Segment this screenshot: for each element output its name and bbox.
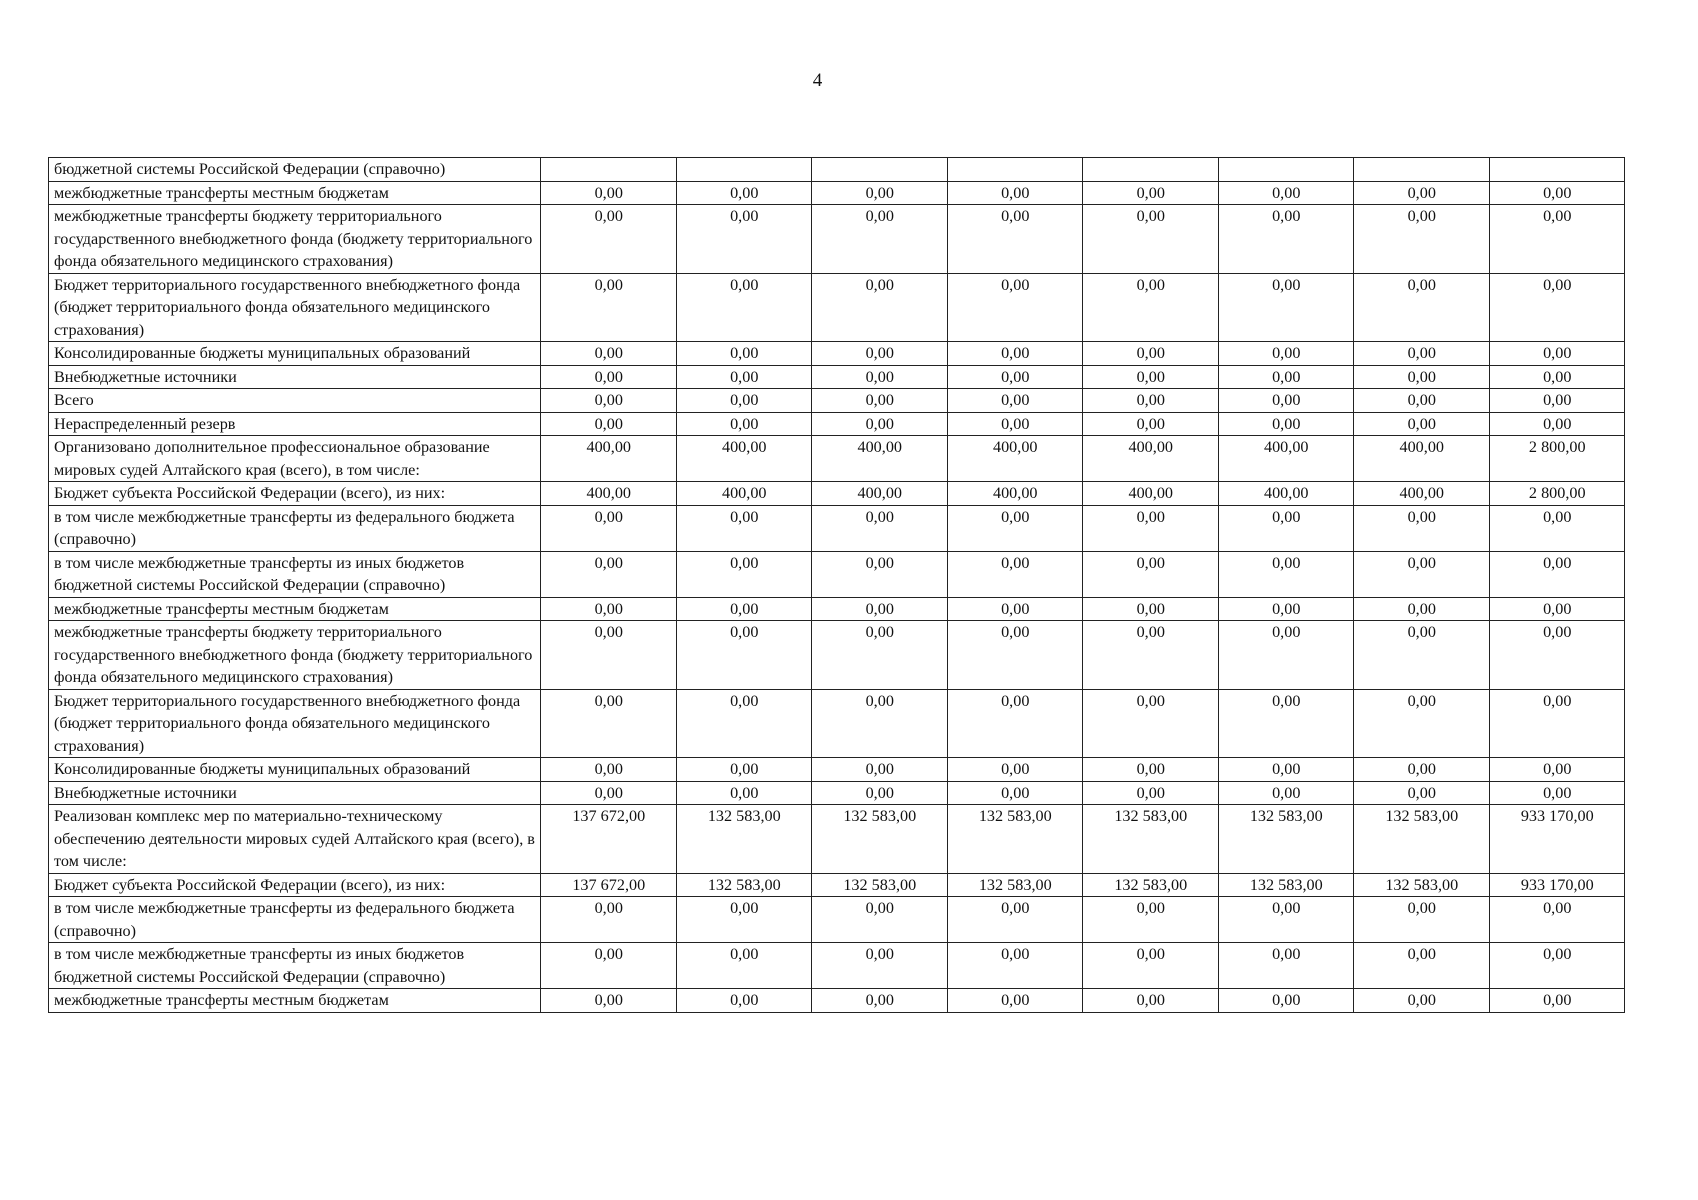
row-label: межбюджетные трансферты местным бюджетам <box>49 181 541 205</box>
table-row <box>49 943 1625 989</box>
value-cell: 132 583,00 <box>1218 805 1354 874</box>
value-cell: 0,00 <box>1354 205 1490 274</box>
value-cell: 0,00 <box>1083 342 1219 366</box>
value-cell: 400,00 <box>1218 436 1354 482</box>
value-cell: 0,00 <box>1218 505 1354 551</box>
row-label: Нераспределенный резерв <box>49 412 541 436</box>
value-cell: 0,00 <box>541 781 677 805</box>
row-label: Бюджет субъекта Российской Федерации (всего), из них: <box>49 482 541 506</box>
value-cell: 0,00 <box>1218 181 1354 205</box>
value-cell: 0,00 <box>1083 273 1219 342</box>
value-cell: 0,00 <box>1218 365 1354 389</box>
value-cell: 132 583,00 <box>676 873 812 897</box>
value-cell: 0,00 <box>812 505 948 551</box>
value-cell: 0,00 <box>1218 551 1354 597</box>
value-cell: 0,00 <box>1354 181 1490 205</box>
table-row <box>49 873 1625 897</box>
table-row <box>49 412 1625 436</box>
value-cell: 0,00 <box>676 943 812 989</box>
value-cell: 0,00 <box>676 689 812 758</box>
row-label: Консолидированные бюджеты муниципальных образований <box>49 342 541 366</box>
value-cell: 0,00 <box>676 365 812 389</box>
value-cell: 0,00 <box>1083 365 1219 389</box>
row-label: межбюджетные трансферты бюджету территориального государственного внебюджетного фонда (бюджету территориального фонда обязательного медицинского страхования) <box>49 621 541 690</box>
value-cell: 0,00 <box>1083 781 1219 805</box>
value-cell: 0,00 <box>676 505 812 551</box>
value-cell: 0,00 <box>541 943 677 989</box>
table-row <box>49 781 1625 805</box>
value-cell: 0,00 <box>812 551 948 597</box>
value-cell: 0,00 <box>947 205 1083 274</box>
value-cell: 0,00 <box>1489 689 1625 758</box>
value-cell: 0,00 <box>812 943 948 989</box>
value-cell: 0,00 <box>1489 389 1625 413</box>
value-cell: 0,00 <box>947 897 1083 943</box>
value-cell: 0,00 <box>1218 781 1354 805</box>
value-cell: 0,00 <box>947 758 1083 782</box>
value-cell: 400,00 <box>676 436 812 482</box>
page-number: 4 <box>812 70 823 91</box>
value-cell: 933 170,00 <box>1489 805 1625 874</box>
value-cell: 400,00 <box>541 436 677 482</box>
value-cell: 0,00 <box>1083 597 1219 621</box>
value-cell: 0,00 <box>947 342 1083 366</box>
value-cell <box>1354 158 1490 182</box>
value-cell: 0,00 <box>541 365 677 389</box>
value-cell: 0,00 <box>541 205 677 274</box>
value-cell: 0,00 <box>1218 621 1354 690</box>
value-cell: 0,00 <box>1354 597 1490 621</box>
value-cell: 0,00 <box>947 621 1083 690</box>
value-cell: 0,00 <box>1489 989 1625 1013</box>
value-cell: 0,00 <box>1218 989 1354 1013</box>
value-cell: 0,00 <box>676 181 812 205</box>
table-row <box>49 205 1625 274</box>
value-cell: 0,00 <box>1489 781 1625 805</box>
table-row <box>49 389 1625 413</box>
value-cell: 0,00 <box>812 897 948 943</box>
value-cell: 0,00 <box>1354 781 1490 805</box>
table-body <box>49 158 1625 1013</box>
value-cell: 0,00 <box>1083 205 1219 274</box>
value-cell: 0,00 <box>947 389 1083 413</box>
value-cell: 0,00 <box>676 551 812 597</box>
value-cell: 0,00 <box>1354 365 1490 389</box>
value-cell: 0,00 <box>812 342 948 366</box>
value-cell: 400,00 <box>812 436 948 482</box>
value-cell: 0,00 <box>676 597 812 621</box>
value-cell: 0,00 <box>1354 551 1490 597</box>
value-cell: 0,00 <box>1354 689 1490 758</box>
value-cell: 0,00 <box>1083 897 1219 943</box>
value-cell: 0,00 <box>1489 365 1625 389</box>
value-cell: 0,00 <box>1083 621 1219 690</box>
value-cell: 0,00 <box>947 412 1083 436</box>
value-cell: 0,00 <box>1218 758 1354 782</box>
value-cell: 0,00 <box>812 689 948 758</box>
value-cell: 0,00 <box>1354 989 1490 1013</box>
table-row <box>49 805 1625 874</box>
table-row <box>49 273 1625 342</box>
value-cell: 0,00 <box>1218 689 1354 758</box>
row-label: межбюджетные трансферты бюджету территориального государственного внебюджетного фонда (бюджету территориального фонда обязательного медицинского страхования) <box>49 205 541 274</box>
value-cell: 0,00 <box>1083 505 1219 551</box>
value-cell: 0,00 <box>1083 989 1219 1013</box>
value-cell: 132 583,00 <box>812 805 948 874</box>
value-cell: 0,00 <box>1489 205 1625 274</box>
value-cell: 0,00 <box>541 273 677 342</box>
row-label: бюджетной системы Российской Федерации (справочно) <box>49 158 541 182</box>
value-cell: 0,00 <box>1354 273 1490 342</box>
value-cell: 2 800,00 <box>1489 436 1625 482</box>
value-cell: 132 583,00 <box>1083 873 1219 897</box>
row-label: Всего <box>49 389 541 413</box>
value-cell: 0,00 <box>1218 389 1354 413</box>
value-cell: 0,00 <box>676 342 812 366</box>
value-cell: 0,00 <box>1489 943 1625 989</box>
value-cell: 400,00 <box>676 482 812 506</box>
value-cell: 400,00 <box>541 482 677 506</box>
value-cell: 0,00 <box>812 205 948 274</box>
value-cell: 0,00 <box>541 897 677 943</box>
table-row <box>49 689 1625 758</box>
value-cell: 0,00 <box>1354 505 1490 551</box>
table-row <box>49 342 1625 366</box>
row-label: в том числе межбюджетные трансферты из федерального бюджета (справочно) <box>49 897 541 943</box>
table-row <box>49 365 1625 389</box>
value-cell: 0,00 <box>1489 342 1625 366</box>
row-label: Бюджет территориального государственного внебюджетного фонда (бюджет территориального фонда обязательного медицинского страхования) <box>49 689 541 758</box>
row-label: Консолидированные бюджеты муниципальных образований <box>49 758 541 782</box>
value-cell: 0,00 <box>676 205 812 274</box>
value-cell: 0,00 <box>1083 943 1219 989</box>
value-cell: 0,00 <box>947 943 1083 989</box>
value-cell: 0,00 <box>541 505 677 551</box>
value-cell: 0,00 <box>676 389 812 413</box>
row-label: в том числе межбюджетные трансферты из федерального бюджета (справочно) <box>49 505 541 551</box>
value-cell: 0,00 <box>812 181 948 205</box>
table-row <box>49 181 1625 205</box>
value-cell <box>1218 158 1354 182</box>
value-cell: 0,00 <box>676 781 812 805</box>
value-cell: 0,00 <box>947 689 1083 758</box>
row-label: в том числе межбюджетные трансферты из иных бюджетов бюджетной системы Российской Федерации (справочно) <box>49 551 541 597</box>
value-cell: 0,00 <box>1083 758 1219 782</box>
value-cell: 0,00 <box>1354 621 1490 690</box>
value-cell: 0,00 <box>1083 389 1219 413</box>
value-cell: 0,00 <box>812 273 948 342</box>
value-cell: 132 583,00 <box>1354 873 1490 897</box>
value-cell: 933 170,00 <box>1489 873 1625 897</box>
value-cell: 0,00 <box>676 897 812 943</box>
value-cell: 0,00 <box>676 989 812 1013</box>
value-cell: 0,00 <box>1354 412 1490 436</box>
value-cell: 0,00 <box>947 989 1083 1013</box>
value-cell <box>947 158 1083 182</box>
value-cell: 0,00 <box>947 273 1083 342</box>
value-cell: 0,00 <box>1354 758 1490 782</box>
value-cell: 0,00 <box>1489 273 1625 342</box>
value-cell: 0,00 <box>812 758 948 782</box>
value-cell: 0,00 <box>1218 273 1354 342</box>
value-cell: 0,00 <box>1489 597 1625 621</box>
value-cell: 0,00 <box>1489 621 1625 690</box>
value-cell: 132 583,00 <box>1218 873 1354 897</box>
row-label: Бюджет территориального государственного внебюджетного фонда (бюджет территориального фонда обязательного медицинского страхования) <box>49 273 541 342</box>
value-cell: 0,00 <box>541 597 677 621</box>
value-cell: 0,00 <box>1218 897 1354 943</box>
value-cell: 0,00 <box>1489 412 1625 436</box>
value-cell <box>812 158 948 182</box>
value-cell: 400,00 <box>1354 482 1490 506</box>
value-cell: 0,00 <box>1489 505 1625 551</box>
row-label: межбюджетные трансферты местным бюджетам <box>49 597 541 621</box>
value-cell: 0,00 <box>1354 389 1490 413</box>
value-cell: 400,00 <box>1083 436 1219 482</box>
value-cell: 132 583,00 <box>812 873 948 897</box>
table-row <box>49 482 1625 506</box>
table-row <box>49 621 1625 690</box>
value-cell: 0,00 <box>812 781 948 805</box>
value-cell: 0,00 <box>1354 342 1490 366</box>
value-cell: 400,00 <box>1354 436 1490 482</box>
table-row <box>49 551 1625 597</box>
value-cell: 0,00 <box>812 989 948 1013</box>
row-label: в том числе межбюджетные трансферты из иных бюджетов бюджетной системы Российской Федерации (справочно) <box>49 943 541 989</box>
value-cell: 0,00 <box>947 551 1083 597</box>
value-cell: 132 583,00 <box>1354 805 1490 874</box>
value-cell <box>541 158 677 182</box>
value-cell: 400,00 <box>1083 482 1219 506</box>
value-cell: 0,00 <box>1218 342 1354 366</box>
value-cell: 0,00 <box>541 689 677 758</box>
value-cell: 0,00 <box>676 273 812 342</box>
value-cell: 0,00 <box>541 389 677 413</box>
value-cell: 0,00 <box>1489 181 1625 205</box>
value-cell: 0,00 <box>541 551 677 597</box>
value-cell <box>1489 158 1625 182</box>
value-cell: 0,00 <box>947 365 1083 389</box>
value-cell: 132 583,00 <box>947 805 1083 874</box>
value-cell: 137 672,00 <box>541 805 677 874</box>
value-cell: 0,00 <box>1489 758 1625 782</box>
value-cell: 0,00 <box>812 365 948 389</box>
row-label: Внебюджетные источники <box>49 365 541 389</box>
value-cell: 0,00 <box>1218 943 1354 989</box>
table-row <box>49 989 1625 1013</box>
value-cell: 0,00 <box>1218 412 1354 436</box>
value-cell: 0,00 <box>541 412 677 436</box>
value-cell: 0,00 <box>1218 597 1354 621</box>
value-cell: 400,00 <box>947 482 1083 506</box>
value-cell: 0,00 <box>947 597 1083 621</box>
value-cell: 0,00 <box>1489 551 1625 597</box>
table-row <box>49 597 1625 621</box>
table-row <box>49 158 1625 182</box>
table-row <box>49 436 1625 482</box>
row-label: Реализован комплекс мер по материально-техническому обеспечению деятельности мировых судей Алтайского края (всего), в том числе: <box>49 805 541 874</box>
value-cell: 0,00 <box>812 597 948 621</box>
row-label: Организовано дополнительное профессиональное образование мировых судей Алтайского края (всего), в том числе: <box>49 436 541 482</box>
value-cell: 0,00 <box>1354 897 1490 943</box>
value-cell: 0,00 <box>541 181 677 205</box>
value-cell: 132 583,00 <box>947 873 1083 897</box>
table-row <box>49 897 1625 943</box>
value-cell: 400,00 <box>947 436 1083 482</box>
value-cell: 0,00 <box>947 505 1083 551</box>
value-cell: 0,00 <box>1083 689 1219 758</box>
value-cell: 0,00 <box>947 781 1083 805</box>
value-cell: 0,00 <box>812 621 948 690</box>
value-cell: 132 583,00 <box>1083 805 1219 874</box>
value-cell: 0,00 <box>676 758 812 782</box>
value-cell: 0,00 <box>1218 205 1354 274</box>
value-cell: 137 672,00 <box>541 873 677 897</box>
value-cell: 132 583,00 <box>676 805 812 874</box>
value-cell <box>1083 158 1219 182</box>
value-cell: 0,00 <box>1083 412 1219 436</box>
value-cell: 400,00 <box>812 482 948 506</box>
value-cell: 2 800,00 <box>1489 482 1625 506</box>
value-cell: 0,00 <box>812 412 948 436</box>
value-cell: 400,00 <box>1218 482 1354 506</box>
row-label: Внебюджетные источники <box>49 781 541 805</box>
value-cell: 0,00 <box>812 389 948 413</box>
value-cell: 0,00 <box>1083 551 1219 597</box>
value-cell: 0,00 <box>541 621 677 690</box>
value-cell: 0,00 <box>1083 181 1219 205</box>
budget-table <box>48 157 1625 1013</box>
value-cell: 0,00 <box>676 621 812 690</box>
value-cell <box>676 158 812 182</box>
value-cell: 0,00 <box>947 181 1083 205</box>
value-cell: 0,00 <box>676 412 812 436</box>
value-cell: 0,00 <box>541 989 677 1013</box>
value-cell: 0,00 <box>1489 897 1625 943</box>
row-label: Бюджет субъекта Российской Федерации (всего), из них: <box>49 873 541 897</box>
value-cell: 0,00 <box>541 342 677 366</box>
value-cell: 0,00 <box>541 758 677 782</box>
table-row <box>49 758 1625 782</box>
row-label: межбюджетные трансферты местным бюджетам <box>49 989 541 1013</box>
table-row <box>49 505 1625 551</box>
value-cell: 0,00 <box>1354 943 1490 989</box>
